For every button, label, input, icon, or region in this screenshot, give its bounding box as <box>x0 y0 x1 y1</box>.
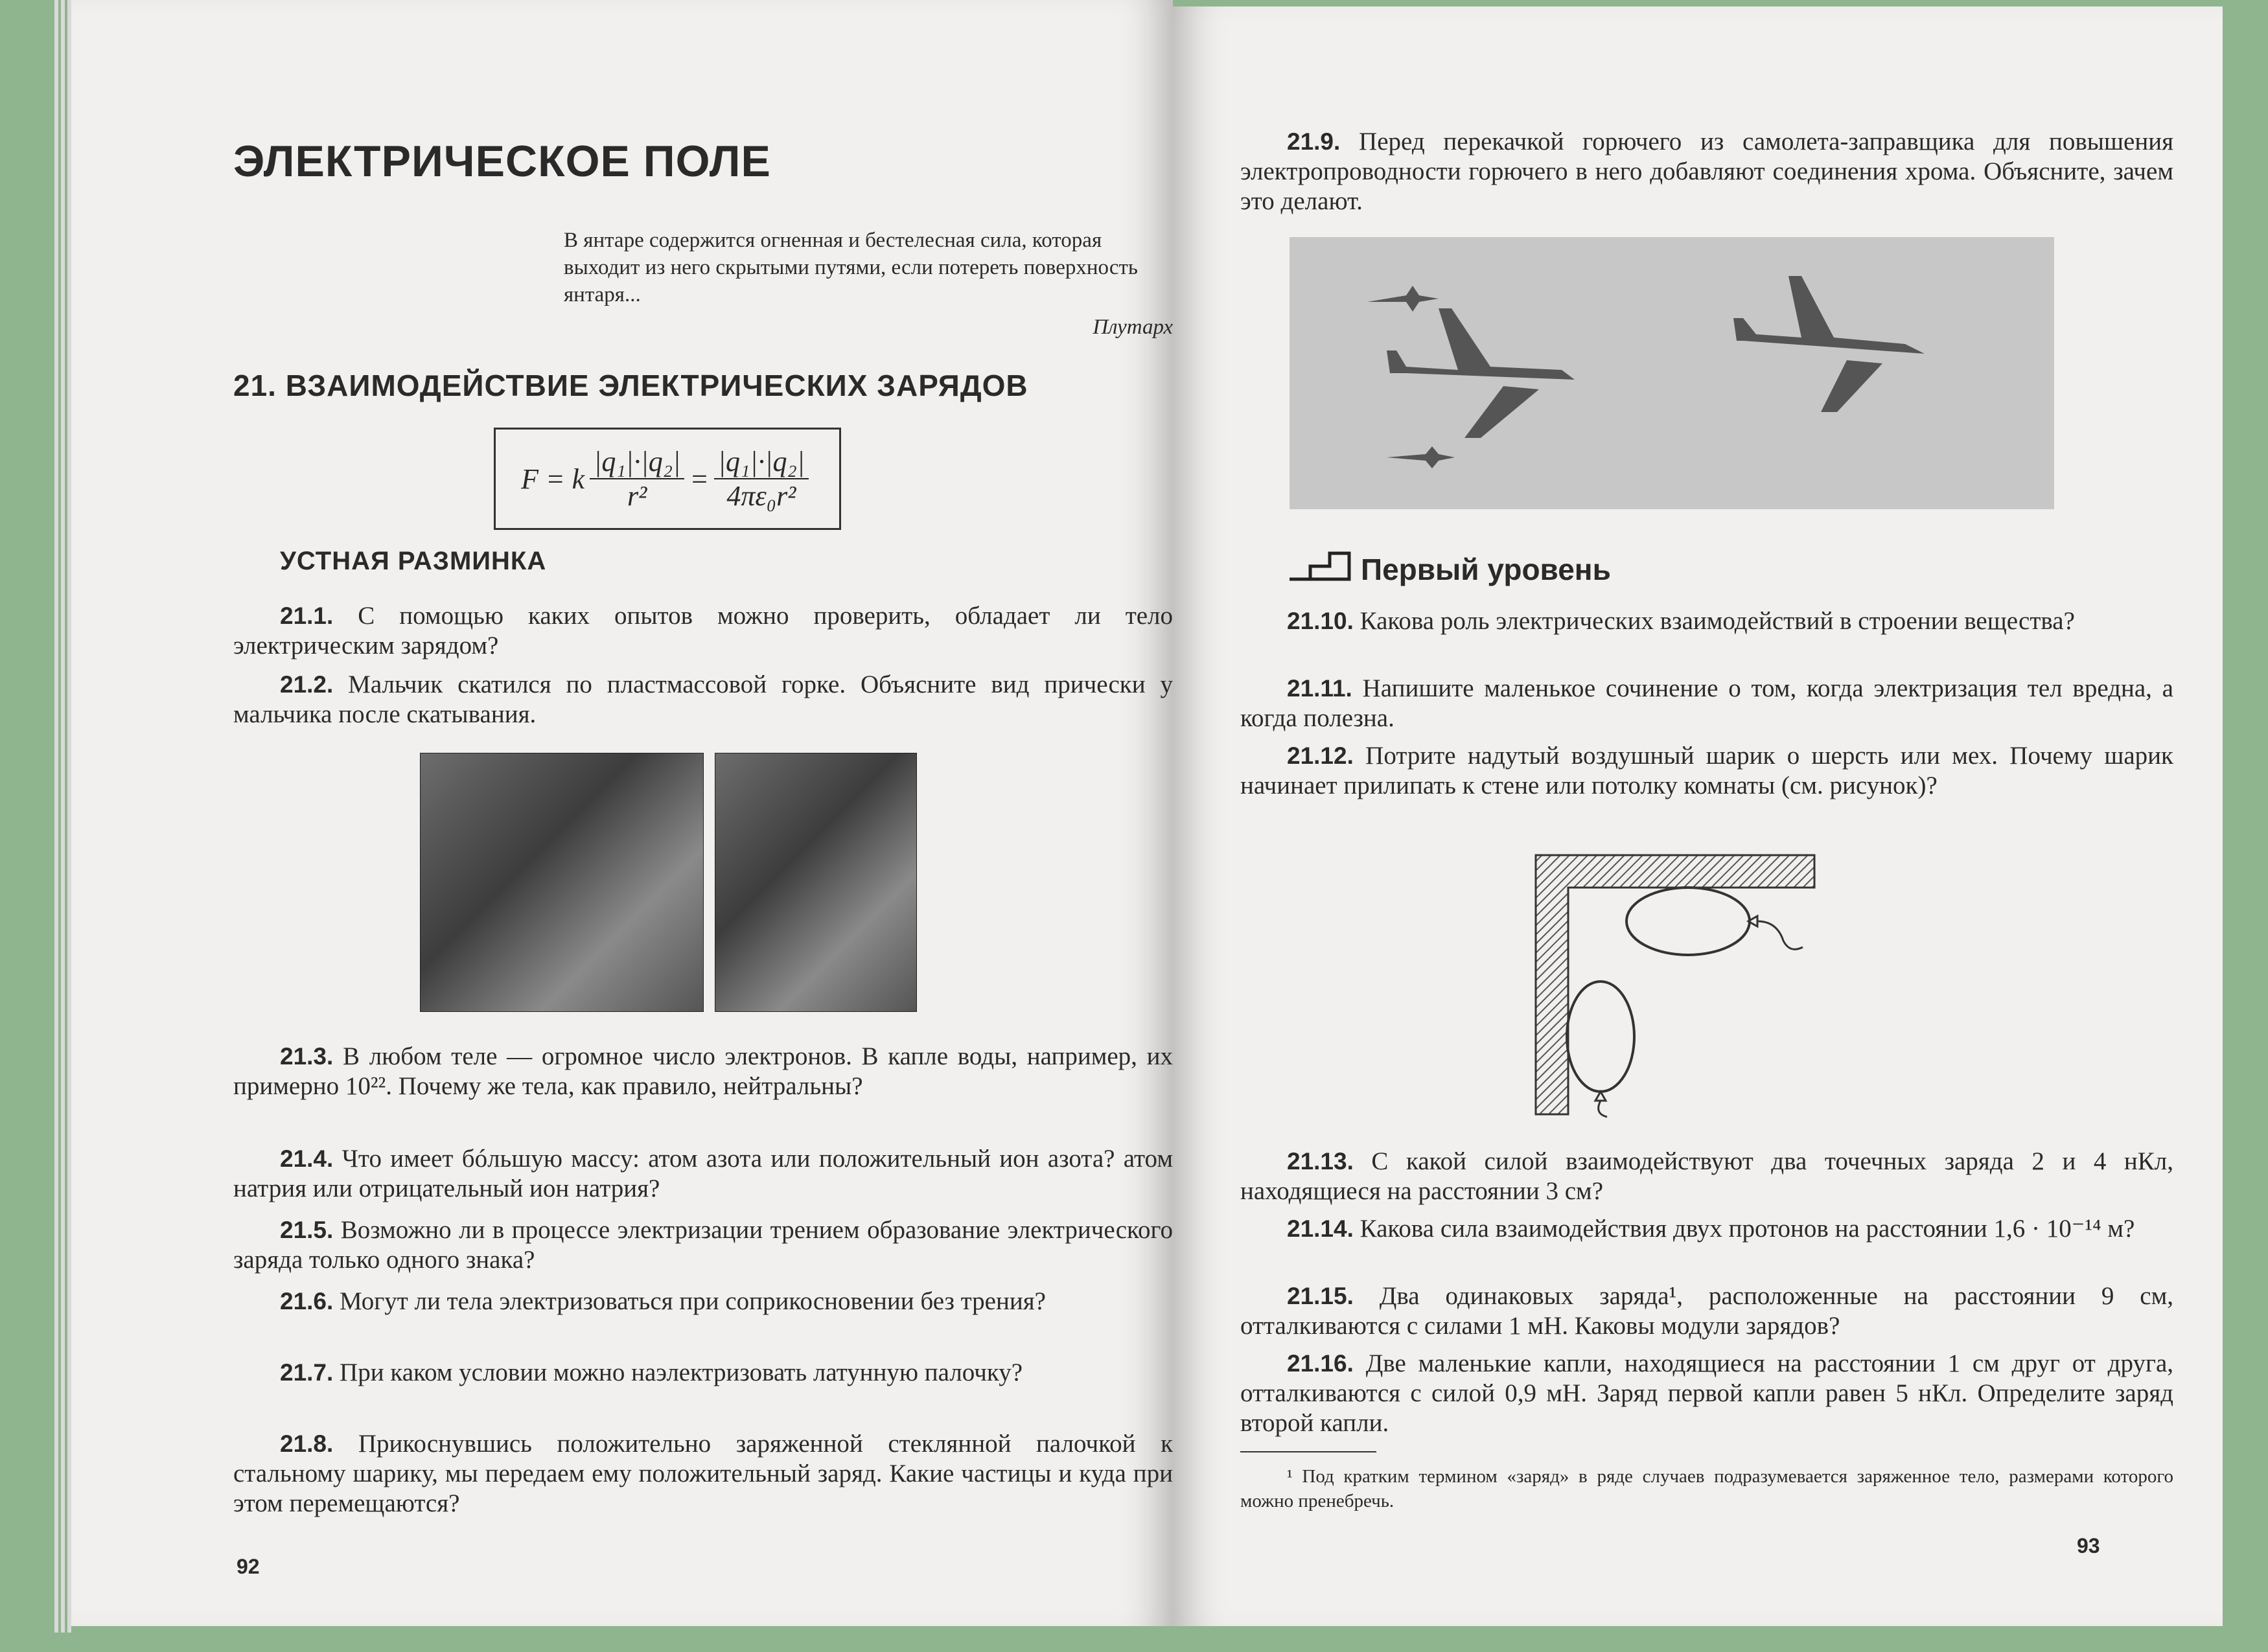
problem-21-2 <box>233 670 1173 729</box>
chapter-title: ЭЛЕКТРИЧЕСКОЕ ПОЛЕ <box>233 137 771 186</box>
photo-boy-hair <box>715 753 917 1012</box>
balloon-icon <box>1567 981 1634 1092</box>
stairs-icon <box>1287 549 1352 582</box>
problem-text: С помощью каких опытов можно проверить, обладает ли тело электрическим зарядом? <box>233 602 1173 660</box>
problem-21-3 <box>233 1042 1173 1101</box>
problem-text: В любом теле — огромное число электронов. В капле воды, например, их примерно 10²². Почему же тела, как правило, нейтральны? <box>233 1042 1173 1100</box>
problem-21-5 <box>233 1215 1173 1275</box>
problem-text: Две маленькие капли, находящиеся на расстоянии 1 см друг от друга, отталкиваются с силой 0,9 мН. Заряд первой капли равен 5 нКл. Определите заряд второй капли. <box>1240 1349 2174 1437</box>
formula-den-2: 4πε₀r² <box>726 480 796 512</box>
footnote: ¹ Под кратким термином «заряд» в ряде случаев подразумевается заряженное тело, размерами которого можно пренебречь. <box>1240 1466 2173 1511</box>
problem-21-14 <box>1240 1214 2173 1244</box>
formula-eq: = <box>689 463 709 495</box>
formula-lhs: F = k <box>521 463 585 495</box>
problem-number: 21.11. <box>1287 675 1352 702</box>
problem-text: Какова сила взаимодействия двух протонов на расстоянии 1,6 · 10⁻¹⁴ м? <box>1360 1215 2135 1243</box>
problem-text: Могут ли тела электризоваться при соприкосновении без трения? <box>340 1287 1046 1315</box>
problem-21-12 <box>1240 741 2173 801</box>
photo-boy-on-slide <box>420 753 704 1012</box>
footnote-divider <box>1240 1451 1376 1452</box>
problem-number: 21.12. <box>1287 742 1354 769</box>
warmup-title: УСТНАЯ РАЗМИНКА <box>280 547 547 575</box>
problem-number: 21.2. <box>280 671 334 698</box>
problem-number: 21.16. <box>1287 1350 1354 1377</box>
problem-21-1 <box>233 601 1173 661</box>
problem-number: 21.14. <box>1287 1215 1354 1242</box>
problem-text: Потрите надутый воздушный шарик о шерсть или мех. Почему шарик начинает прилипать к стене или потолку комнаты (см. рисунок)? <box>1240 742 2173 799</box>
problem-number: 21.13. <box>1287 1148 1354 1175</box>
coulomb-formula <box>494 428 841 530</box>
problem-21-13 <box>1240 1147 2173 1206</box>
problem-number: 21.9. <box>1287 128 1341 155</box>
epigraph-author: Плутарх <box>1093 315 1173 339</box>
problem-number: 21.6. <box>280 1288 334 1314</box>
problem-text: Прикоснувшись положительно заряженной стеклянной палочкой к стальному шарику, мы передаем ему положительный заряд. Какие частицы и куда при этом перемещаются? <box>233 1430 1173 1517</box>
problem-text: Напишите маленькое сочинение о том, когда электризация тел вредна, а когда полезна. <box>1240 674 2173 732</box>
formula-fraction-1 <box>590 445 684 512</box>
balloon-icon <box>1626 888 1750 955</box>
refueling-aircraft-photo <box>1290 237 2054 509</box>
problem-21-4 <box>233 1144 1173 1204</box>
page-number: 93 <box>2077 1534 2100 1557</box>
page-number: 92 <box>237 1555 260 1578</box>
problem-21-7 <box>233 1358 1173 1388</box>
problem-text: С какой силой взаимодействуют два точечных заряда 2 и 4 нКл, находящиеся на расстоянии 3 см? <box>1240 1147 2174 1205</box>
section-title: 21. ВЗАИМОДЕЙСТВИЕ ЭЛЕКТРИЧЕСКИХ ЗАРЯДОВ <box>233 369 1028 402</box>
problem-21-9 <box>1240 127 2173 216</box>
problem-21-6 <box>233 1287 1173 1316</box>
page-edge <box>61 0 65 1633</box>
formula-fraction-2 <box>714 445 809 512</box>
problem-text: Что имеет бóльшую массу: атом азота или положительный ион азота? атом натрия или отрицательный ион натрия? <box>233 1145 1173 1202</box>
problem-number: 21.1. <box>280 602 334 629</box>
problem-text: Какова роль электрических взаимодействий в строении вещества? <box>1360 607 2075 635</box>
problem-text: Возможно ли в процессе электризации трением образование электрического заряда только одного знака? <box>233 1216 1173 1274</box>
problem-number: 21.5. <box>280 1217 334 1243</box>
formula-num-1: |q₁|·|q₂| <box>590 445 684 479</box>
problem-text: При каком условии можно наэлектризовать латунную палочку? <box>340 1359 1023 1386</box>
problem-21-11 <box>1240 674 2173 733</box>
problem-number: 21.7. <box>280 1359 334 1386</box>
problem-text: Перед перекачкой горючего из самолета-заправщика для повышения электропроводности горючего в него добавляют соединения хрома. Объясните, зачем это делают. <box>1240 128 2174 215</box>
problem-21-8 <box>233 1429 1173 1519</box>
balloon-wall-drawing <box>1529 849 1853 1121</box>
problem-21-10 <box>1240 606 2173 636</box>
problem-number: 21.8. <box>280 1430 334 1457</box>
problem-text: Мальчик скатился по пластмассовой горке. Объясните вид прически у мальчика после скатывания. <box>233 671 1173 728</box>
problem-number: 21.15. <box>1287 1283 1354 1309</box>
problem-21-16 <box>1240 1349 2173 1438</box>
right-page <box>1173 6 2223 1626</box>
formula-den-1: r² <box>627 480 647 512</box>
problem-number: 21.4. <box>280 1145 334 1172</box>
epigraph: В янтаре содержится огненная и бестелесная сила, которая выходит из него скрытыми путями, если потереть поверхность янтаря... <box>564 229 1138 306</box>
page-edge <box>54 0 58 1633</box>
problem-number: 21.10. <box>1287 608 1354 634</box>
problem-number: 21.3. <box>280 1043 334 1070</box>
left-page <box>71 0 1173 1626</box>
formula-num-2: |q₁|·|q₂| <box>714 445 809 479</box>
problem-text: Два одинаковых заряда¹, расположенные на расстоянии 9 см, отталкиваются с силами 1 мН. Каковы модули зарядов? <box>1240 1282 2174 1340</box>
problem-21-15 <box>1240 1281 2173 1341</box>
level-title: Первый уровень <box>1361 553 1611 586</box>
